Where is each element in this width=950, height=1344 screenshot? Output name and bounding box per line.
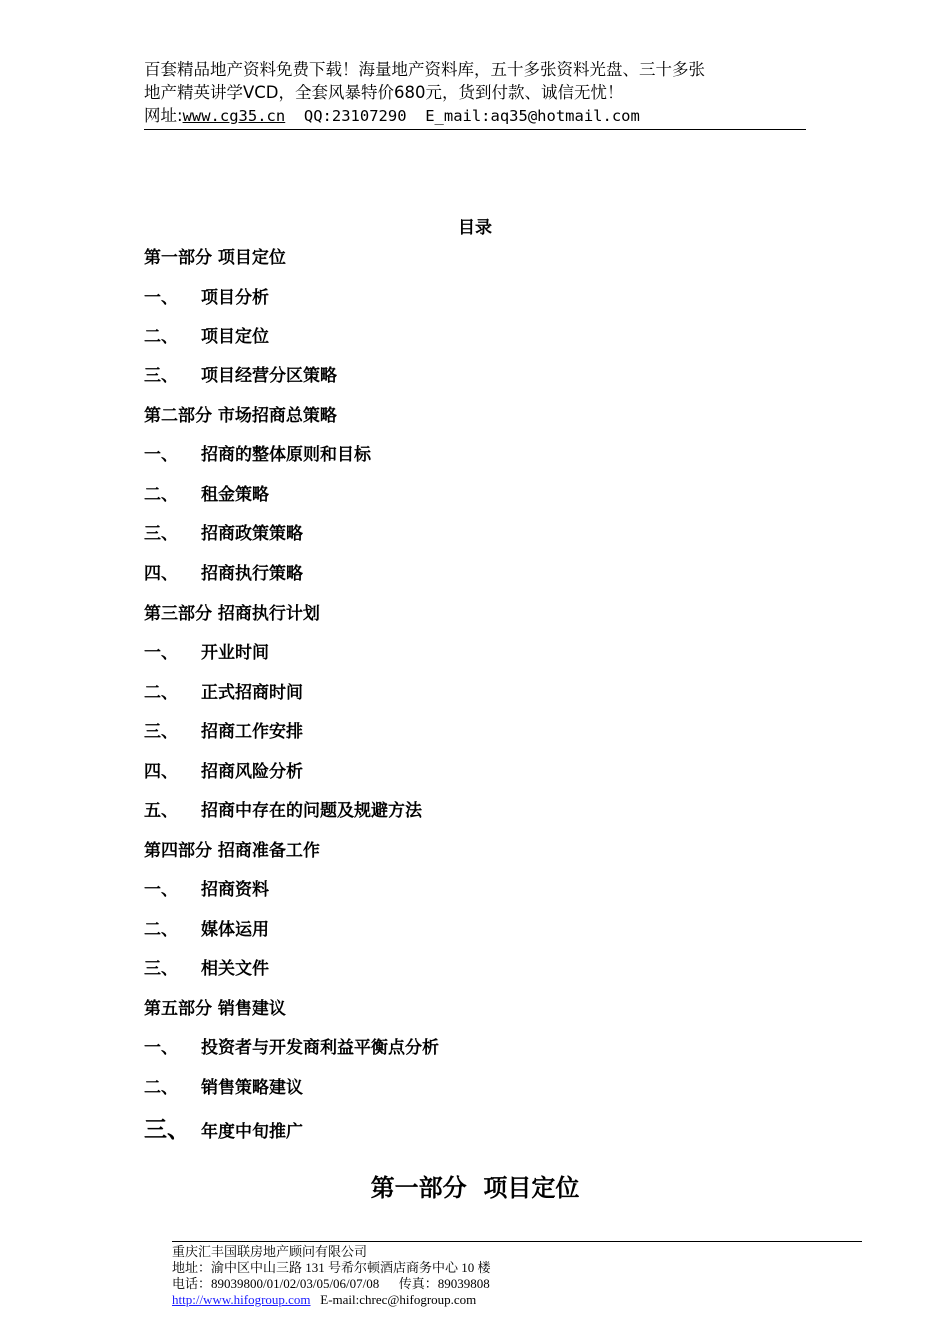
toc-item-number: 一、 [144,1038,178,1058]
toc-item-text: 第四部分 招商准备工作 [144,841,320,861]
toc-item-number: 二、 [144,485,178,505]
toc-item-text: 招商资料 [201,880,269,900]
section-heading: 第一部分 项目定位 [370,1173,580,1202]
toc-item-number: 一、 [144,880,178,900]
toc-item-number: 一、 [144,643,178,663]
toc-item-text: 开业时间 [201,643,269,663]
toc-subitem [144,1076,303,1100]
toc-item-number: 三、 [144,722,178,742]
toc-item-text: 销售策略建议 [201,1078,303,1098]
toc-subitem [144,878,269,902]
toc-item-text: 租金策略 [201,485,269,505]
toc-subitem [144,562,303,586]
toc-subitem [144,799,422,823]
toc-subitem [144,325,269,349]
toc-item-text: 相关文件 [201,959,269,979]
header-line-3 [144,104,806,128]
toc-item-text: 招商政策策略 [201,524,303,544]
toc-part-heading [144,602,320,626]
toc-item-text: 项目经营分区策略 [201,366,337,386]
toc-subitem [144,720,303,744]
toc-subitem [144,1118,303,1144]
toc-item-text: 投资者与开发商利益平衡点分析 [201,1038,439,1058]
toc-title: 目录 [458,218,492,238]
toc-item-number: 三、 [144,959,178,979]
toc-subitem [144,918,269,942]
footer-address: 地址：渝中区中山三路 131 号希尔顿酒店商务中心 10 楼 [172,1260,491,1275]
toc-item-number: 三、 [144,366,178,386]
header-line-1: 百套精品地产资料免费下载！海量地产资料库，五十多张资料光盘、三十多张 [144,60,705,79]
toc-item-number: 二、 [144,683,178,703]
toc-item-number: 五、 [144,801,178,821]
toc-item-text: 项目定位 [201,327,269,347]
footer-email: E-mail:chrec@hifogroup.com [310,1292,477,1307]
toc-subitem [144,1036,439,1060]
footer-website-link[interactable]: http://www.hifogroup.com [172,1292,311,1307]
toc-item-text: 招商风险分析 [201,762,303,782]
toc-item-number: 二、 [144,1078,178,1098]
toc-item-text: 第一部分 项目定位 [144,248,286,268]
toc-item-text: 招商工作安排 [201,722,303,742]
toc-subitem [144,364,337,388]
page-header [144,58,806,130]
toc-part-heading [144,404,337,428]
header-line-2: 地产精英讲学VCD，全套风暴特价680元，货到付款、诚信无忧！ [144,83,624,102]
toc-item-number: 三、 [144,1116,190,1143]
toc-item-text: 招商的整体原则和目标 [201,445,371,465]
toc-subitem [144,522,303,546]
toc-part-heading [144,997,286,1021]
toc-subitem [144,286,269,310]
footer-company: 重庆汇丰国联房地产顾问有限公司 [172,1244,368,1259]
toc-item-number: 四、 [144,564,178,584]
toc-item-text: 正式招商时间 [201,683,303,703]
toc-item-text: 招商执行策略 [201,564,303,584]
page-footer [172,1241,862,1308]
toc-subitem [144,641,269,665]
toc-item-text: 第三部分 招商执行计划 [144,604,320,624]
site-label: 网址: [144,106,183,125]
toc-item-text: 年度中旬推广 [201,1122,303,1142]
site-link[interactable]: www.cg35.cn [182,107,286,125]
contact-info: QQ:23107290 E_mail:aq35@hotmail.com [285,107,640,125]
toc-item-number: 二、 [144,920,178,940]
toc-item-text: 媒体运用 [201,920,269,940]
toc-subitem [144,681,303,705]
toc-subitem [144,483,269,507]
toc-item-number: 四、 [144,762,178,782]
footer-web [172,1292,862,1308]
toc-item-number: 二、 [144,327,178,347]
toc-item-text: 招商中存在的问题及规避方法 [201,801,422,821]
toc-part-heading [144,246,286,270]
toc-item-number: 三、 [144,524,178,544]
toc-part-heading [144,839,320,863]
toc-item-text: 第五部分 销售建议 [144,999,286,1019]
toc-subitem [144,443,371,467]
footer-phone: 电话：89039800/01/02/03/05/06/07/08 传真：89039808 [172,1276,490,1291]
toc-subitem [144,760,303,784]
toc-item-text: 项目分析 [201,288,269,308]
toc-subitem [144,957,269,981]
toc-item-text: 第二部分 市场招商总策略 [144,406,337,426]
toc-item-number: 一、 [144,445,178,465]
toc-item-number: 一、 [144,288,178,308]
